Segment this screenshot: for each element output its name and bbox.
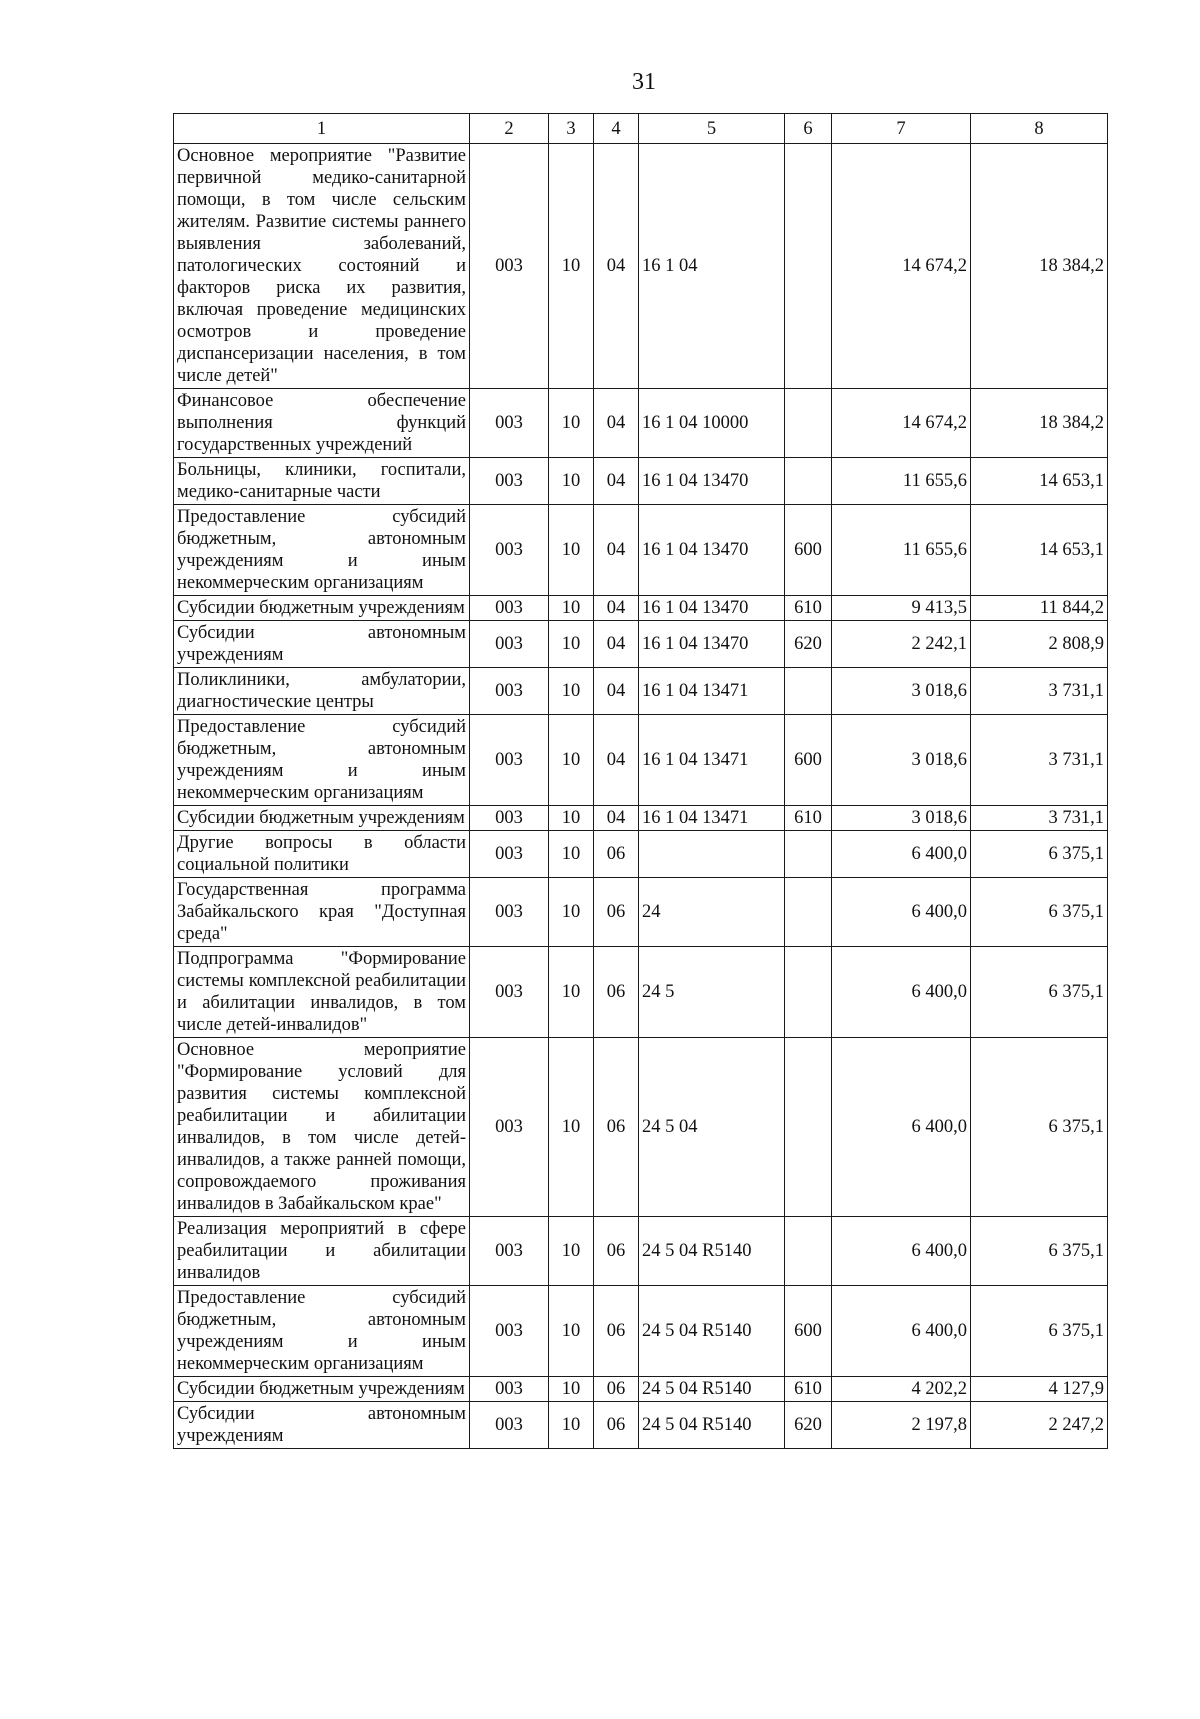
row-col-8-cell: 11 844,2: [971, 596, 1108, 621]
row-col-5-cell: 16 1 04 13471: [639, 668, 785, 715]
row-col-5-cell: 24 5 04: [639, 1038, 785, 1217]
row-col-3-cell: 10: [549, 1217, 594, 1286]
row-name-cell: Основное мероприятие "Развитие первичной медико-санитарной помощи, в том числе сельским жителям. Развитие системы раннего выявления заболеваний, патологических состояний и факторов риска их развития, включая проведение медицинских осмотров и проведение диспансеризации населения, в том числе детей": [174, 144, 470, 389]
row-col-5-cell: 24: [639, 878, 785, 947]
header-col-7: 7: [832, 114, 971, 144]
table-row: [174, 505, 1108, 596]
row-col-7-cell: 3 018,6: [832, 668, 971, 715]
row-col-2-cell: 003: [470, 144, 549, 389]
page-number: 31: [632, 69, 656, 95]
row-col-5-cell: [639, 831, 785, 878]
row-col-7-cell: 11 655,6: [832, 505, 971, 596]
row-col-6-cell: 620: [785, 1402, 832, 1449]
row-col-7-cell: 3 018,6: [832, 806, 971, 831]
row-col-4-cell: 04: [594, 668, 639, 715]
row-name-cell: Больницы, клиники, госпитали, медико-санитарные части: [174, 458, 470, 505]
table-row: [174, 1377, 1108, 1402]
row-col-5-cell: 16 1 04 13471: [639, 715, 785, 806]
row-col-3-cell: 10: [549, 505, 594, 596]
row-col-5-cell: 16 1 04 10000: [639, 389, 785, 458]
row-col-4-cell: 06: [594, 1217, 639, 1286]
table-row: [174, 621, 1108, 668]
row-col-2-cell: 003: [470, 1038, 549, 1217]
row-col-7-cell: 3 018,6: [832, 715, 971, 806]
table-row: [174, 878, 1108, 947]
row-col-3-cell: 10: [549, 621, 594, 668]
row-col-3-cell: 10: [549, 1038, 594, 1217]
row-col-2-cell: 003: [470, 1377, 549, 1402]
row-col-4-cell: 06: [594, 831, 639, 878]
row-col-5-cell: 24 5 04 R5140: [639, 1377, 785, 1402]
table-row: [174, 1286, 1108, 1377]
row-col-2-cell: 003: [470, 596, 549, 621]
table-row: [174, 1402, 1108, 1449]
row-col-7-cell: 6 400,0: [832, 1286, 971, 1377]
row-col-7-cell: 11 655,6: [832, 458, 971, 505]
row-col-5-cell: 16 1 04 13470: [639, 505, 785, 596]
row-col-7-cell: 2 242,1: [832, 621, 971, 668]
row-col-7-cell: 4 202,2: [832, 1377, 971, 1402]
row-name-cell: Государственная программа Забайкальского края "Доступная среда": [174, 878, 470, 947]
row-name-cell: Субсидии бюджетным учреждениям: [174, 1377, 470, 1402]
row-col-6-cell: [785, 144, 832, 389]
header-col-5: 5: [639, 114, 785, 144]
row-col-6-cell: 620: [785, 621, 832, 668]
row-col-3-cell: 10: [549, 144, 594, 389]
row-col-6-cell: 610: [785, 1377, 832, 1402]
row-name-cell: Предоставление субсидий бюджетным, автономным учреждениям и иным некоммерческим организациям: [174, 505, 470, 596]
row-col-4-cell: 06: [594, 947, 639, 1038]
row-col-5-cell: 16 1 04 13470: [639, 621, 785, 668]
row-col-3-cell: 10: [549, 715, 594, 806]
header-col-2: 2: [470, 114, 549, 144]
row-name-cell: Поликлиники, амбулатории, диагностические центры: [174, 668, 470, 715]
row-col-3-cell: 10: [549, 947, 594, 1038]
table-row: [174, 947, 1108, 1038]
row-col-5-cell: 16 1 04: [639, 144, 785, 389]
row-col-2-cell: 003: [470, 715, 549, 806]
row-col-3-cell: 10: [549, 878, 594, 947]
row-name-cell: Субсидии бюджетным учреждениям: [174, 806, 470, 831]
row-col-2-cell: 003: [470, 621, 549, 668]
row-col-4-cell: 04: [594, 144, 639, 389]
header-col-4: 4: [594, 114, 639, 144]
row-name-cell: Реализация мероприятий в сфере реабилитации и абилитации инвалидов: [174, 1217, 470, 1286]
row-col-2-cell: 003: [470, 878, 549, 947]
row-col-7-cell: 6 400,0: [832, 878, 971, 947]
row-col-2-cell: 003: [470, 947, 549, 1038]
row-col-8-cell: 6 375,1: [971, 878, 1108, 947]
row-col-4-cell: 04: [594, 806, 639, 831]
row-name-cell: Субсидии автономным учреждениям: [174, 621, 470, 668]
table-row: [174, 715, 1108, 806]
row-col-6-cell: [785, 878, 832, 947]
header-row: [174, 114, 1108, 144]
row-col-6-cell: [785, 1038, 832, 1217]
header-col-8: 8: [971, 114, 1108, 144]
row-name-cell: Предоставление субсидий бюджетным, автономным учреждениям и иным некоммерческим организациям: [174, 1286, 470, 1377]
row-col-4-cell: 06: [594, 1286, 639, 1377]
row-col-8-cell: 6 375,1: [971, 1217, 1108, 1286]
row-col-3-cell: 10: [549, 458, 594, 505]
row-col-4-cell: 06: [594, 878, 639, 947]
row-col-8-cell: 3 731,1: [971, 806, 1108, 831]
table-row: [174, 458, 1108, 505]
row-col-8-cell: 6 375,1: [971, 947, 1108, 1038]
row-col-6-cell: 600: [785, 715, 832, 806]
row-name-cell: Другие вопросы в области социальной политики: [174, 831, 470, 878]
row-col-7-cell: 14 674,2: [832, 144, 971, 389]
row-col-4-cell: 04: [594, 715, 639, 806]
row-col-4-cell: 04: [594, 621, 639, 668]
row-col-3-cell: 10: [549, 1402, 594, 1449]
row-col-8-cell: 18 384,2: [971, 144, 1108, 389]
row-col-4-cell: 04: [594, 505, 639, 596]
row-col-4-cell: 04: [594, 389, 639, 458]
row-col-3-cell: 10: [549, 1286, 594, 1377]
table-body: [174, 144, 1108, 1449]
row-col-6-cell: [785, 458, 832, 505]
row-name-cell: Предоставление субсидий бюджетным, автономным учреждениям и иным некоммерческим организациям: [174, 715, 470, 806]
row-col-2-cell: 003: [470, 389, 549, 458]
table-row: [174, 831, 1108, 878]
row-col-7-cell: 6 400,0: [832, 1217, 971, 1286]
row-col-7-cell: 2 197,8: [832, 1402, 971, 1449]
row-col-8-cell: 14 653,1: [971, 458, 1108, 505]
row-col-6-cell: [785, 389, 832, 458]
row-col-8-cell: 2 247,2: [971, 1402, 1108, 1449]
row-name-cell: Финансовое обеспечение выполнения функций государственных учреждений: [174, 389, 470, 458]
header-col-6: 6: [785, 114, 832, 144]
row-col-6-cell: [785, 947, 832, 1038]
row-col-2-cell: 003: [470, 806, 549, 831]
row-col-5-cell: 24 5 04 R5140: [639, 1402, 785, 1449]
row-name-cell: Субсидии бюджетным учреждениям: [174, 596, 470, 621]
row-col-2-cell: 003: [470, 458, 549, 505]
row-col-8-cell: 4 127,9: [971, 1377, 1108, 1402]
row-col-6-cell: 610: [785, 806, 832, 831]
row-col-8-cell: 2 808,9: [971, 621, 1108, 668]
row-col-8-cell: 6 375,1: [971, 1286, 1108, 1377]
row-col-4-cell: 04: [594, 596, 639, 621]
row-col-2-cell: 003: [470, 1286, 549, 1377]
row-col-2-cell: 003: [470, 505, 549, 596]
row-name-cell: Субсидии автономным учреждениям: [174, 1402, 470, 1449]
row-col-2-cell: 003: [470, 1402, 549, 1449]
row-col-4-cell: 06: [594, 1038, 639, 1217]
row-col-7-cell: 9 413,5: [832, 596, 971, 621]
table-header: [174, 114, 1108, 144]
row-col-8-cell: 6 375,1: [971, 1038, 1108, 1217]
row-col-6-cell: [785, 1217, 832, 1286]
row-col-8-cell: 18 384,2: [971, 389, 1108, 458]
table-row: [174, 1217, 1108, 1286]
row-col-4-cell: 04: [594, 458, 639, 505]
table-row: [174, 668, 1108, 715]
table-row: [174, 1038, 1108, 1217]
row-col-7-cell: 6 400,0: [832, 831, 971, 878]
row-col-3-cell: 10: [549, 668, 594, 715]
row-col-6-cell: [785, 668, 832, 715]
row-col-5-cell: 16 1 04 13470: [639, 596, 785, 621]
row-col-3-cell: 10: [549, 389, 594, 458]
row-col-5-cell: 24 5: [639, 947, 785, 1038]
row-col-3-cell: 10: [549, 596, 594, 621]
table-row: [174, 806, 1108, 831]
row-name-cell: Основное мероприятие "Формирование условий для развития системы комплексной реабилитации и абилитации инвалидов, в том числе детей-инвалидов, а также ранней помощи, сопровождаемого проживания инвалидов в Забайкальском крае": [174, 1038, 470, 1217]
row-col-8-cell: 3 731,1: [971, 668, 1108, 715]
row-col-6-cell: 600: [785, 1286, 832, 1377]
row-col-8-cell: 14 653,1: [971, 505, 1108, 596]
row-col-2-cell: 003: [470, 831, 549, 878]
row-col-4-cell: 06: [594, 1402, 639, 1449]
row-col-3-cell: 10: [549, 1377, 594, 1402]
budget-table: [173, 113, 1108, 1449]
row-col-5-cell: 24 5 04 R5140: [639, 1286, 785, 1377]
row-col-4-cell: 06: [594, 1377, 639, 1402]
table-row: [174, 144, 1108, 389]
row-col-7-cell: 6 400,0: [832, 1038, 971, 1217]
row-name-cell: Подпрограмма "Формирование системы комплексной реабилитации и абилитации инвалидов, в том числе детей-инвалидов": [174, 947, 470, 1038]
row-col-6-cell: 610: [785, 596, 832, 621]
row-col-8-cell: 3 731,1: [971, 715, 1108, 806]
row-col-2-cell: 003: [470, 668, 549, 715]
row-col-6-cell: [785, 831, 832, 878]
row-col-3-cell: 10: [549, 831, 594, 878]
row-col-7-cell: 14 674,2: [832, 389, 971, 458]
row-col-6-cell: 600: [785, 505, 832, 596]
header-col-3: 3: [549, 114, 594, 144]
row-col-2-cell: 003: [470, 1217, 549, 1286]
table-row: [174, 389, 1108, 458]
row-col-3-cell: 10: [549, 806, 594, 831]
row-col-5-cell: 24 5 04 R5140: [639, 1217, 785, 1286]
table-row: [174, 596, 1108, 621]
row-col-5-cell: 16 1 04 13470: [639, 458, 785, 505]
row-col-7-cell: 6 400,0: [832, 947, 971, 1038]
row-col-8-cell: 6 375,1: [971, 831, 1108, 878]
header-col-1: 1: [174, 114, 470, 144]
row-col-5-cell: 16 1 04 13471: [639, 806, 785, 831]
